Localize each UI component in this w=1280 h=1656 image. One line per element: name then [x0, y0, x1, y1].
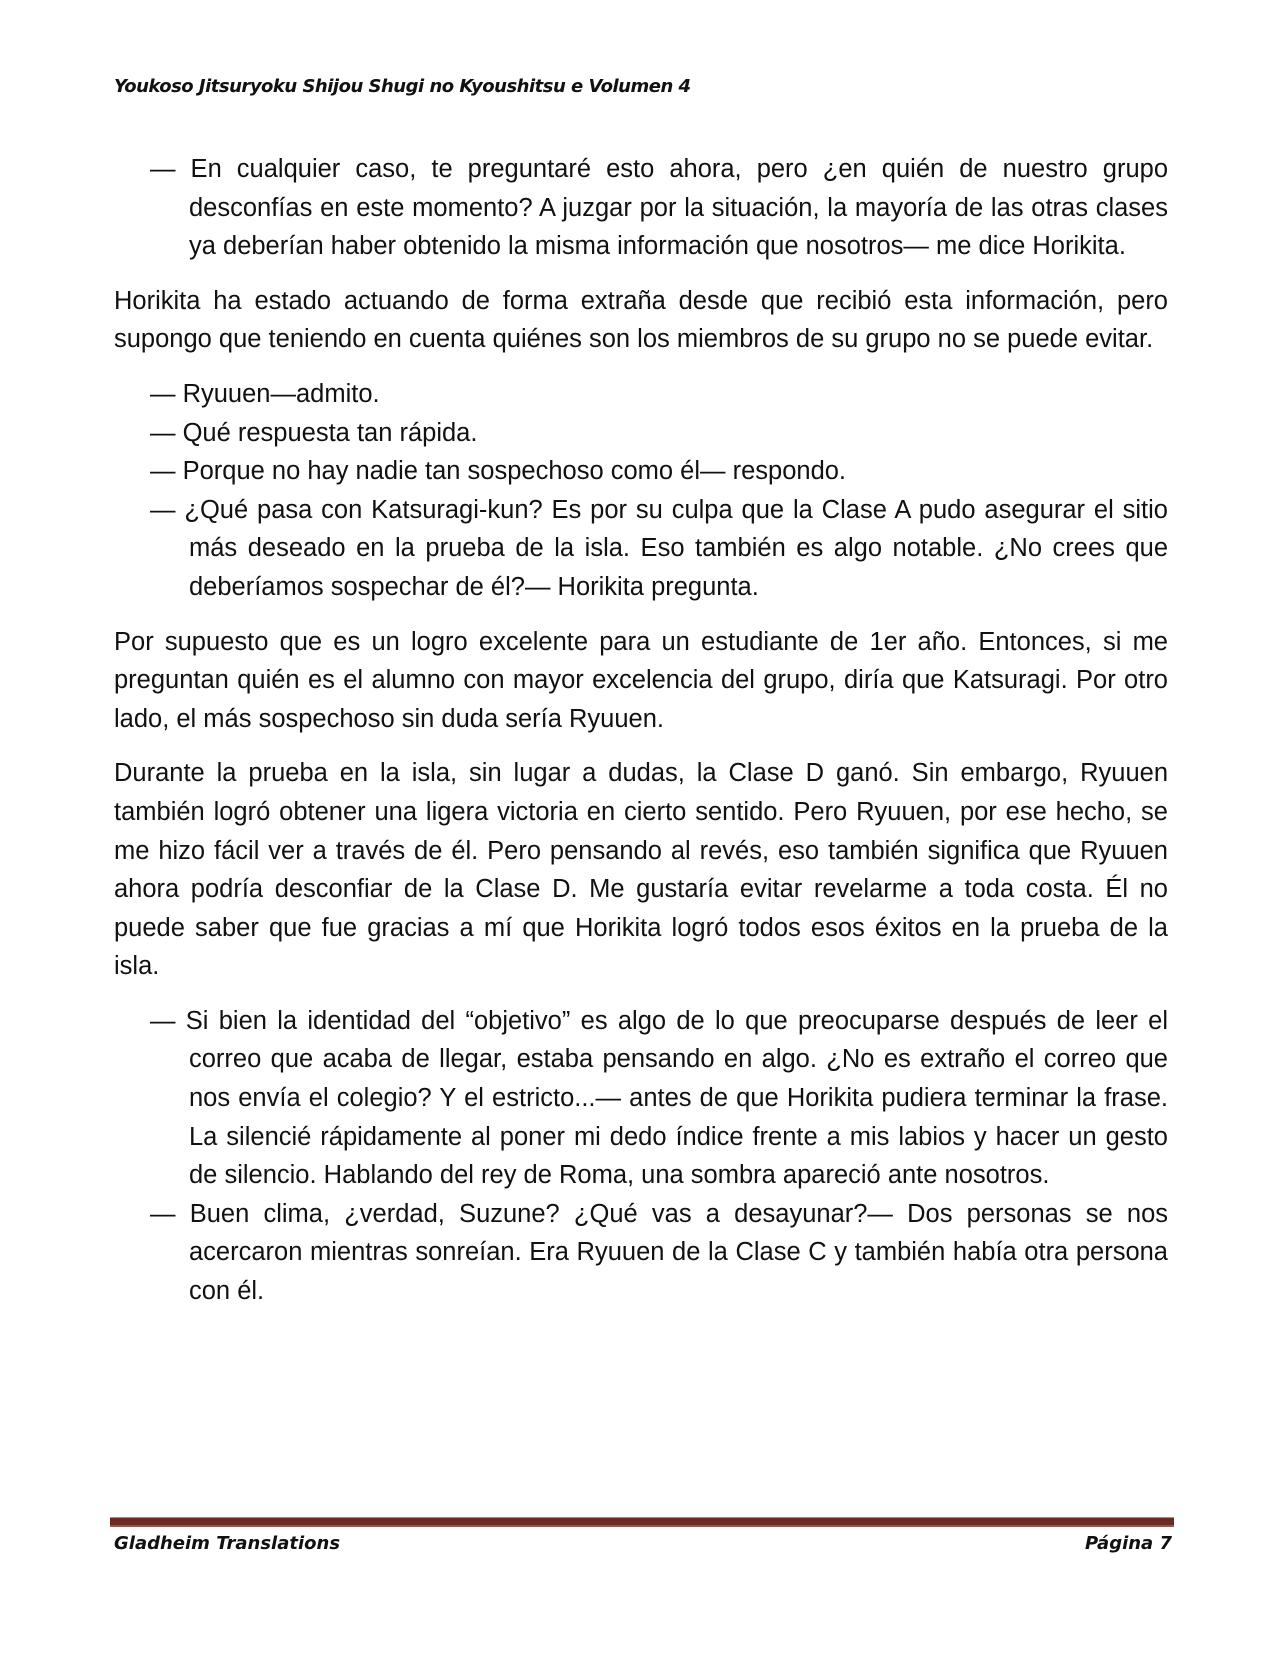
- dialogue-line: — En cualquier caso, te preguntaré esto ahora, pero ¿en quién de nuestro grupo desconfías en este momento? A juzgar por la situación, la mayoría de las otras clases ya deberían haber obtenido la misma información que nosotros— me dice Horikita.: [150, 155, 1168, 261]
- running-header: Youkoso Jitsuryoku Shijou Shugi no Kyoushitsu e Volumen 4: [114, 76, 691, 97]
- dialogue-line: — Buen clima, ¿verdad, Suzune? ¿Qué vas a desayunar?— Dos personas se nos acercaron mientras sonreían. Era Ryuuen de la Clase C y también había otra persona con él.: [150, 1199, 1168, 1306]
- page-body: [114, 150, 1168, 1327]
- paragraph: Durante la prueba en la isla, sin lugar a dudas, la Clase D ganó. Sin embargo, Ryuuen también logró obtener una ligera victoria en cierto sentido. Pero Ryuuen, por ese hecho, se me hizo fácil ver a través de él. Pero pensando al revés, eso también significa que Ryuuen ahora podría desconfiar de la Clase D. Me gustaría evitar revelarme a toda costa. Él no puede saber que fue gracias a mí que Horikita logró todos esos éxitos en la prueba de la isla.: [114, 759, 1168, 981]
- footer-page-number: Página 7: [1085, 1533, 1172, 1554]
- paragraph: Horikita ha estado actuando de forma extraña desde que recibió esta información, pero supongo que teniendo en cuenta quiénes son los miembros de su grupo no se puede evitar.: [114, 286, 1168, 354]
- paragraph: Por supuesto que es un logro excelente para un estudiante de 1er año. Entonces, si me preguntan quién es el alumno con mayor excelencia del grupo, diría que Katsuragi. Por otro lado, el más sospechoso sin duda sería Ryuuen.: [114, 627, 1168, 733]
- dialogue-line: — Ryuuen—admito.: [150, 379, 380, 408]
- footer-divider: [110, 1517, 1174, 1527]
- dialogue-line: — Qué respuesta tan rápida.: [150, 418, 478, 447]
- dialogue-line: — ¿Qué pasa con Katsuragi-kun? Es por su culpa que la Clase A pudo asegurar el sitio más deseado en la prueba de la isla. Eso también es algo notable. ¿No crees que deberíamos sospechar de él?— Horikita pregunta.: [150, 495, 1168, 601]
- footer-translator: Gladheim Translations: [114, 1533, 341, 1554]
- dialogue-line: — Porque no hay nadie tan sospechoso como él— respondo.: [150, 457, 847, 486]
- dialogue-line: — Si bien la identidad del “objetivo” es algo de lo que preocuparse después de leer el correo que acaba de llegar, estaba pensando en algo. ¿No es extraño el correo que nos envía el colegio? Y el estricto...— antes de que Horikita pudiera terminar la frase. La silencié rápidamente al poner mi dedo índice frente a mis labios y hacer un gesto de silencio. Hablando del rey de Roma, una sombra apareció ante nosotros.: [150, 1006, 1168, 1190]
